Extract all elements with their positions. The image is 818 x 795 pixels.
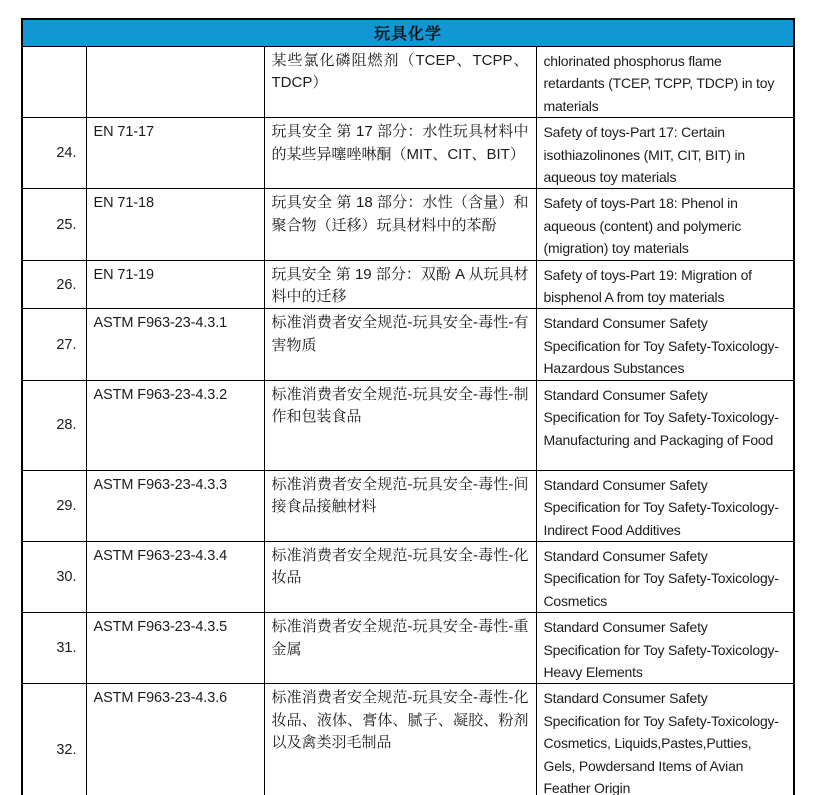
table-row [22,309,794,380]
english-description-cell: Standard Consumer Safety Specification for Toy Safety-Toxicology-Cosmetics, Liquids,Pastes,Putties, Gels, Powdersand Items of Avian Feather Origin [536,684,794,795]
row-number-cell: 24. [22,118,86,189]
row-number-cell: 27. [22,309,86,380]
table-row [22,380,794,470]
row-number-cell: 29. [22,470,86,541]
standard-code-cell: ASTM F963-23-4.3.1 [86,309,264,380]
table-title-row [22,19,794,47]
english-description-cell: Standard Consumer Safety Specification for Toy Safety-Toxicology-Manufacturing and Packaging of Food [536,380,794,470]
table-row [22,470,794,541]
standard-code-cell: ASTM F963-23-4.3.4 [86,541,264,612]
chinese-description-cell: 标准消费者安全规范-玩具安全-毒性-有害物质 [264,309,536,380]
table-title: 玩具化学 [22,19,794,47]
chinese-description-cell: 标准消费者安全规范-玩具安全-毒性-制作和包装食品 [264,380,536,470]
table-row [22,118,794,189]
row-number-cell: 31. [22,613,86,684]
chinese-description-cell: 标准消费者安全规范-玩具安全-毒性-重金属 [264,613,536,684]
table-row [22,47,794,118]
english-description-cell: Safety of toys-Part 17: Certain isothiazolinones (MIT, CIT, BIT) in aqueous toy materials [536,118,794,189]
standard-code-cell: ASTM F963-23-4.3.3 [86,470,264,541]
chinese-description-cell: 标准消费者安全规范-玩具安全-毒性-化妆品 [264,541,536,612]
row-number-cell: 32. [22,684,86,795]
chinese-description-cell: 标准消费者安全规范-玩具安全-毒性-间接食品接触材料 [264,470,536,541]
table-row [22,541,794,612]
table-body [22,47,794,795]
english-description-cell: Safety of toys-Part 18: Phenol in aqueous (content) and polymeric (migration) toy materials [536,189,794,260]
standard-code-cell: EN 71-19 [86,260,264,309]
table-row [22,260,794,309]
chinese-description-cell: 某些氯化磷阻燃剂（TCEP、TCPP、TDCP） [264,47,536,118]
row-number-cell: 25. [22,189,86,260]
standard-code-cell [86,47,264,118]
standard-code-cell: EN 71-18 [86,189,264,260]
row-number-cell: 26. [22,260,86,309]
standard-code-cell: ASTM F963-23-4.3.2 [86,380,264,470]
table-row [22,684,794,795]
english-description-cell: Standard Consumer Safety Specification for Toy Safety-Toxicology-Heavy Elements [536,613,794,684]
row-number-cell [22,47,86,118]
english-description-cell: Safety of toys-Part 19: Migration of bisphenol A from toy materials [536,260,794,309]
standard-code-cell: ASTM F963-23-4.3.5 [86,613,264,684]
row-number-cell: 30. [22,541,86,612]
chinese-description-cell: 玩具安全 第 19 部分：双酚 A 从玩具材料中的迁移 [264,260,536,309]
english-description-cell: Standard Consumer Safety Specification for Toy Safety-Toxicology-Cosmetics [536,541,794,612]
table-row [22,613,794,684]
standard-code-cell: ASTM F963-23-4.3.6 [86,684,264,795]
english-description-cell: Standard Consumer Safety Specification for Toy Safety-Toxicology-Indirect Food Additives [536,470,794,541]
chinese-description-cell: 标准消费者安全规范-玩具安全-毒性-化妆品、液体、膏体、腻子、凝胶、粉剂以及禽类羽毛制品 [264,684,536,795]
table-row [22,189,794,260]
standard-code-cell: EN 71-17 [86,118,264,189]
toy-chemistry-standards-table [21,18,795,795]
english-description-cell: Standard Consumer Safety Specification for Toy Safety-Toxicology-Hazardous Substances [536,309,794,380]
row-number-cell: 28. [22,380,86,470]
chinese-description-cell: 玩具安全 第 17 部分：水性玩具材料中的某些异噻唑啉酮（MIT、CIT、BIT） [264,118,536,189]
chinese-description-cell: 玩具安全 第 18 部分：水性（含量）和聚合物（迁移）玩具材料中的苯酚 [264,189,536,260]
english-description-cell: chlorinated phosphorus flame retardants (TCEP, TCPP, TDCP) in toy materials [536,47,794,118]
